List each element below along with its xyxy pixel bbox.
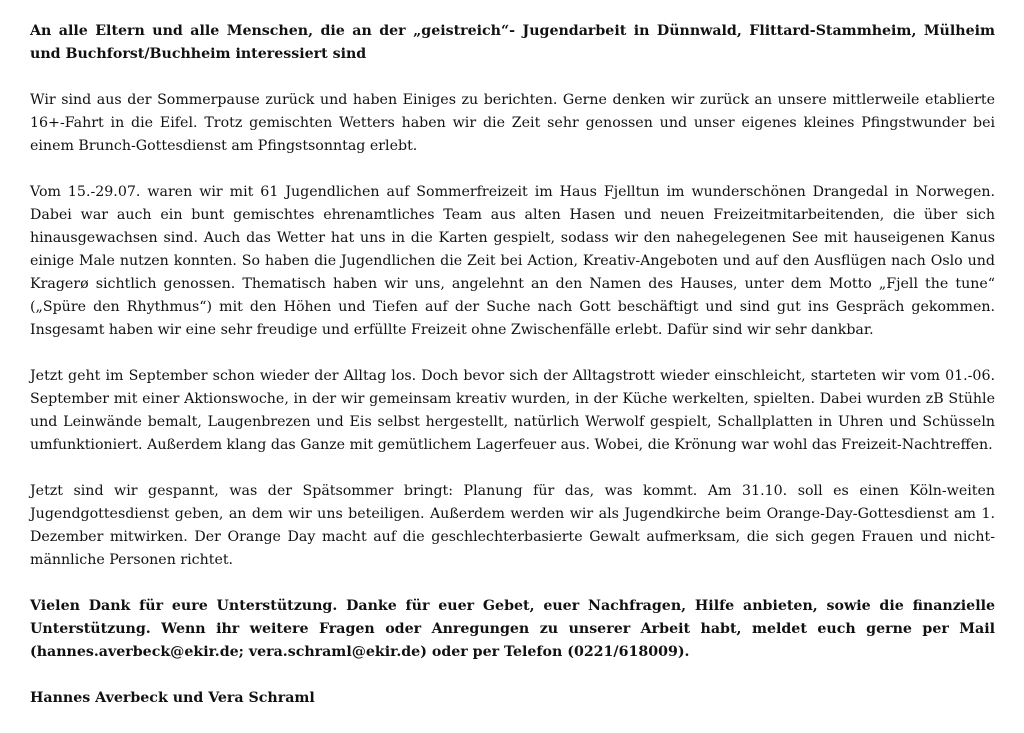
paragraph-summer-camp: Vom 15.-29.07. waren wir mit 61 Jugendlichen auf Sommerfreizeit im Haus Fjelltun im wunderschönen Drangedal in Norwegen. Dabei war auch ein bunt gemischtes ehrenamtliches Team aus alten Hasen und neuen Freizeitmitarbeitenden, die über sich hinausgewachsen sind. Auch das Wetter hat uns in die Karten gespielt, sodass wir den nahegelegenen See mit hauseigenen Kanus einige Male nutzen konnten. So haben die Jugendlichen die Zeit bei Action, Kreativ-Angeboten und auf den Ausflügen nach Oslo und Kragerø sichtlich genossen. Thematisch haben wir uns, angelehnt an den Namen des Hauses, unter dem Motto „Fjell the tune“ („Spüre den Rhythmus“) mit den Höhen und Tiefen auf der Suche nach Gott beschäftigt und sind gut ins Gespräch gekommen. Insgesamt haben wir eine sehr freudige und erfüllte Freizeit ohne Zwischenfälle erlebt. Dafür sind wir sehr dankbar. <box>30 184 995 338</box>
paragraph-summer-break: Wir sind aus der Sommerpause zurück und haben Einiges zu berichten. Gerne denken wir zurück an unsere mittlerweile etablierte 16+-Fahrt in die Eifel. Trotz gemischten Wetters haben wir die Zeit sehr genossen und unser eigenes kleines Pfingstwunder bei einem Brunch-Gottesdienst am Pfingstsonntag erlebt. <box>30 92 995 154</box>
paragraph-action-week: Jetzt geht im September schon wieder der Alltag los. Doch bevor sich der Alltagstrott wieder einschleicht, starteten wir vom 01.-06. September mit einer Aktionswoche, in der wir gemeinsam kreativ wurden, in der Küche werkelten, spielten. Dabei wurden zB Stühle und Leinwände bemalt, Laugenbrezen und Eis selbst hergestellt, natürlich Werwolf gespielt, Schallplatten in Uhren und Schüsseln umfunktioniert. Außerdem klang das Ganze mit gemütlichem Lagerfeuer aus. Wobei, die Krönung war wohl das Freizeit-Nachtreffen. <box>30 368 995 453</box>
letter-document <box>30 20 995 733</box>
closing-paragraph: Vielen Dank für eure Unterstützung. Danke für euer Gebet, euer Nachfragen, Hilfe anbieten, sowie die finanzielle Unterstützung. Wenn ihr weitere Fragen oder Anregungen zu unserer Arbeit habt, meldet euch gerne per Mail (hannes.averbeck@ekir.de; vera.schraml@ekir.de) oder per Telefon (0221/618009). <box>30 598 995 660</box>
signature: Hannes Averbeck und Vera Schraml <box>30 690 315 706</box>
letter-heading: An alle Eltern und alle Menschen, die an der „geistreich“- Jugendarbeit in Dünnwald, Flittard-Stammheim, Mülheim und Buchforst/Buchheim interessiert sind <box>30 23 995 62</box>
paragraph-outlook: Jetzt sind wir gespannt, was der Spätsommer bringt: Planung für das, was kommt. Am 31.10. soll es einen Köln-weiten Jugendgottesdienst geben, an dem wir uns beteiligen. Außerdem werden wir als Jugendkirche beim Orange-Day-Gottesdienst am 1. Dezember mitwirken. Der Orange Day macht auf die geschlechterbasierte Gewalt aufmerksam, die sich gegen Frauen und nicht-männliche Personen richtet. <box>30 483 995 568</box>
